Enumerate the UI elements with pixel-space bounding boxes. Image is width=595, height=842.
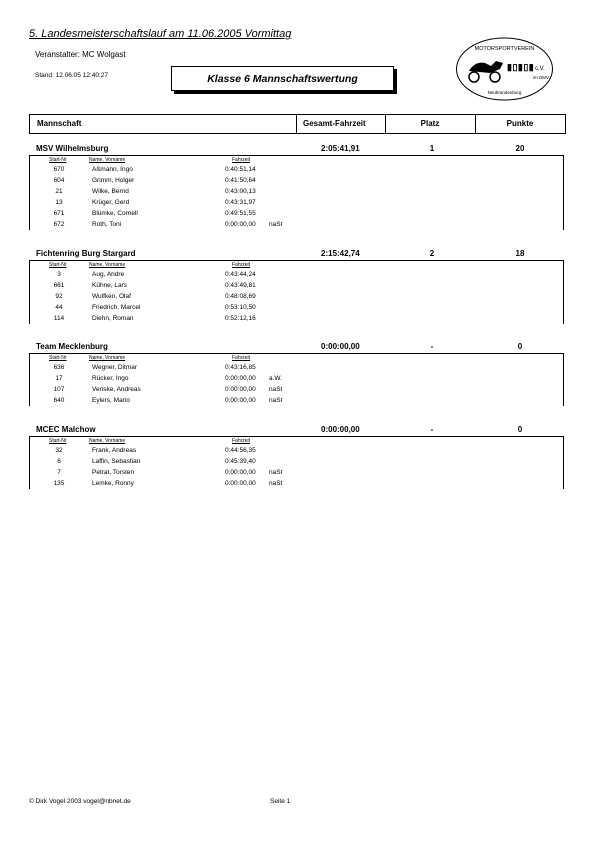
rider-start-nr: 17 bbox=[55, 375, 63, 382]
rider-row bbox=[29, 364, 564, 375]
rider-row bbox=[29, 210, 564, 221]
rider-time: 0:52:12,16 bbox=[225, 315, 256, 322]
rider-start-nr: 604 bbox=[53, 177, 65, 184]
subheader-name: Name, Vorname bbox=[89, 355, 126, 361]
rider-name: Rücker, Ingo bbox=[92, 375, 129, 382]
rider-start-nr: 135 bbox=[53, 480, 65, 487]
rider-name: Friedrich, Marcel bbox=[92, 304, 141, 311]
rider-name: Aug, Andre bbox=[92, 271, 125, 278]
team-name: Team Mecklenburg bbox=[36, 342, 108, 351]
rider-row bbox=[29, 271, 564, 282]
rider-start-nr: 672 bbox=[53, 221, 65, 228]
rider-row bbox=[29, 293, 564, 304]
rider-name: Lemke, Ronny bbox=[92, 480, 134, 487]
rider-status: naSt bbox=[269, 480, 283, 487]
team-rank: 2 bbox=[429, 249, 435, 258]
rider-row bbox=[29, 166, 564, 177]
rider-row bbox=[29, 397, 564, 408]
rider-name: Venske, Andreas bbox=[92, 386, 141, 393]
subheader-time: Fahrzeit bbox=[232, 157, 251, 163]
rider-row bbox=[29, 188, 564, 199]
team-divider bbox=[29, 260, 564, 261]
column-total-time: Gesamt-Fahrzeit bbox=[303, 119, 366, 128]
rider-time: 0:00:00,00 bbox=[225, 469, 256, 476]
rider-status: naSt bbox=[269, 397, 283, 404]
footer-page: Seite 1 bbox=[270, 798, 291, 805]
rider-name: Aßmann, Ingo bbox=[92, 166, 133, 173]
rider-start-nr: 21 bbox=[55, 188, 63, 195]
rider-name: Krüger, Gerd bbox=[92, 199, 130, 206]
rider-name: Roth, Toni bbox=[92, 221, 122, 228]
rider-name: Wegner, Ditmar bbox=[92, 364, 138, 371]
rider-row bbox=[29, 199, 564, 210]
rider-name: Diehn, Roman bbox=[92, 315, 134, 322]
subheader-name: Name, Vorname bbox=[89, 157, 126, 163]
rider-row bbox=[29, 375, 564, 386]
rider-time: 0:49:51,55 bbox=[225, 210, 256, 217]
team-divider bbox=[29, 436, 564, 437]
column-header bbox=[29, 114, 566, 134]
rider-time: 0:40:51,14 bbox=[225, 166, 256, 173]
rider-row bbox=[29, 447, 564, 458]
rider-start-nr: 44 bbox=[55, 304, 63, 311]
logo-side-text: im DMV bbox=[533, 75, 549, 80]
subheader-time: Fahrzeit bbox=[232, 262, 251, 268]
rider-row bbox=[29, 386, 564, 397]
class-title-box bbox=[171, 66, 394, 91]
rider-time: 0:00:00,00 bbox=[225, 221, 256, 228]
rider-name: Petrat, Torsten bbox=[92, 469, 135, 476]
rider-time: 0:00:00,00 bbox=[225, 386, 256, 393]
rider-start-nr: 13 bbox=[55, 199, 63, 206]
rider-time: 0:53:10,50 bbox=[225, 304, 256, 311]
rider-name: Grimm, Holger bbox=[92, 177, 135, 184]
rider-name: Wulfken, Olaf bbox=[92, 293, 131, 300]
rider-status: naSt bbox=[269, 221, 283, 228]
rider-start-nr: 107 bbox=[53, 386, 65, 393]
rider-time: 0:43:16,85 bbox=[225, 364, 256, 371]
rider-time: 0:48:08,69 bbox=[225, 293, 256, 300]
subheader-nr: Start-Nr bbox=[49, 355, 67, 361]
team-rank: 1 bbox=[429, 144, 435, 153]
team-points: 20 bbox=[515, 144, 525, 153]
team-total-time: 2:05:41,91 bbox=[321, 144, 360, 153]
svg-text:▮▯▮▯▮: ▮▯▮▯▮ bbox=[507, 62, 535, 72]
rider-status: naSt bbox=[269, 469, 283, 476]
rider-start-nr: 670 bbox=[53, 166, 65, 173]
footer-copyright: © Dirk Vogel 2003 vogel@nbnet.de bbox=[29, 798, 131, 805]
rider-start-nr: 6 bbox=[57, 458, 61, 465]
rider-start-nr: 661 bbox=[53, 282, 65, 289]
rider-time: 0:43:00,13 bbox=[225, 188, 256, 195]
logo-mid-text: c.V. bbox=[535, 66, 545, 72]
rider-row bbox=[29, 282, 564, 293]
team-total-time: 0:00:00,00 bbox=[321, 342, 360, 351]
logo-bottom-text: Neubrandenburg bbox=[487, 90, 522, 95]
team-rank: - bbox=[430, 425, 434, 434]
rider-time: 0:00:00,00 bbox=[225, 375, 256, 382]
team-divider bbox=[29, 155, 564, 156]
rider-row bbox=[29, 315, 564, 326]
rider-row bbox=[29, 469, 564, 480]
team-name: Fichtenring Burg Stargard bbox=[36, 249, 136, 258]
rider-time: 0:00:00,00 bbox=[225, 397, 256, 404]
rider-name: Kühne, Lars bbox=[92, 282, 128, 289]
rider-time: 0:41:50,64 bbox=[225, 177, 256, 184]
subheader-name: Name, Vorname bbox=[89, 262, 126, 268]
rider-row bbox=[29, 177, 564, 188]
column-rank: Platz bbox=[420, 119, 440, 128]
logo-top-text: MOTORSPORTVEREIN bbox=[474, 46, 535, 52]
rider-status: naSt bbox=[269, 386, 283, 393]
subheader-nr: Start-Nr bbox=[49, 262, 67, 268]
subheader-time: Fahrzeit bbox=[232, 355, 251, 361]
rider-name: Laffin, Sebastian bbox=[92, 458, 141, 465]
page-title: 5. Landesmeisterschaftslauf am 11.06.2005 Vormittag bbox=[29, 28, 292, 40]
rider-time: 0:43:44,24 bbox=[225, 271, 256, 278]
rider-row bbox=[29, 221, 564, 232]
rider-start-nr: 92 bbox=[55, 293, 63, 300]
team-divider bbox=[29, 353, 564, 354]
column-points: Punkte bbox=[506, 119, 534, 128]
rider-time: 0:43:49,81 bbox=[225, 282, 256, 289]
rider-name: Frank, Andreas bbox=[92, 447, 137, 454]
rider-row bbox=[29, 480, 564, 491]
club-logo bbox=[455, 37, 554, 101]
rider-start-nr: 3 bbox=[57, 271, 61, 278]
rider-time: 0:45:39,40 bbox=[225, 458, 256, 465]
team-rank: - bbox=[430, 342, 434, 351]
rider-name: Eylers, Mario bbox=[92, 397, 130, 404]
column-team: Mannschaft bbox=[37, 119, 82, 128]
subheader-nr: Start-Nr bbox=[49, 438, 67, 444]
rider-start-nr: 640 bbox=[53, 397, 65, 404]
team-total-time: 2:15:42,74 bbox=[321, 249, 360, 258]
rider-row bbox=[29, 304, 564, 315]
team-points: 0 bbox=[517, 425, 523, 434]
rider-start-nr: 671 bbox=[53, 210, 65, 217]
rider-time: 0:00:00,00 bbox=[225, 480, 256, 487]
rider-name: Wilke, Bernd bbox=[92, 188, 129, 195]
rider-start-nr: 32 bbox=[55, 447, 63, 454]
rider-time: 0:44:56,35 bbox=[225, 447, 256, 454]
team-points: 18 bbox=[515, 249, 525, 258]
team-points: 0 bbox=[517, 342, 523, 351]
team-name: MCEC Malchow bbox=[36, 425, 96, 434]
rider-start-nr: 7 bbox=[57, 469, 61, 476]
subheader-name: Name, Vorname bbox=[89, 438, 126, 444]
stand-timestamp: Stand: 12.06.05 12:40:27 bbox=[35, 72, 109, 79]
subheader-nr: Start-Nr bbox=[49, 157, 67, 163]
rider-start-nr: 636 bbox=[53, 364, 65, 371]
rider-status: a.W. bbox=[269, 375, 283, 382]
class-title: Klasse 6 Mannschaftswertung bbox=[207, 72, 358, 85]
rider-name: Blümke, Cornell bbox=[92, 210, 138, 217]
rider-start-nr: 114 bbox=[53, 315, 65, 322]
team-name: MSV Wilhelmsburg bbox=[36, 144, 109, 153]
organizer: Veranstalter: MC Wolgast bbox=[35, 50, 126, 59]
team-total-time: 0:00:00,00 bbox=[321, 425, 360, 434]
subheader-time: Fahrzeit bbox=[232, 438, 251, 444]
rider-row bbox=[29, 458, 564, 469]
rider-time: 0:43:31,97 bbox=[225, 199, 256, 206]
